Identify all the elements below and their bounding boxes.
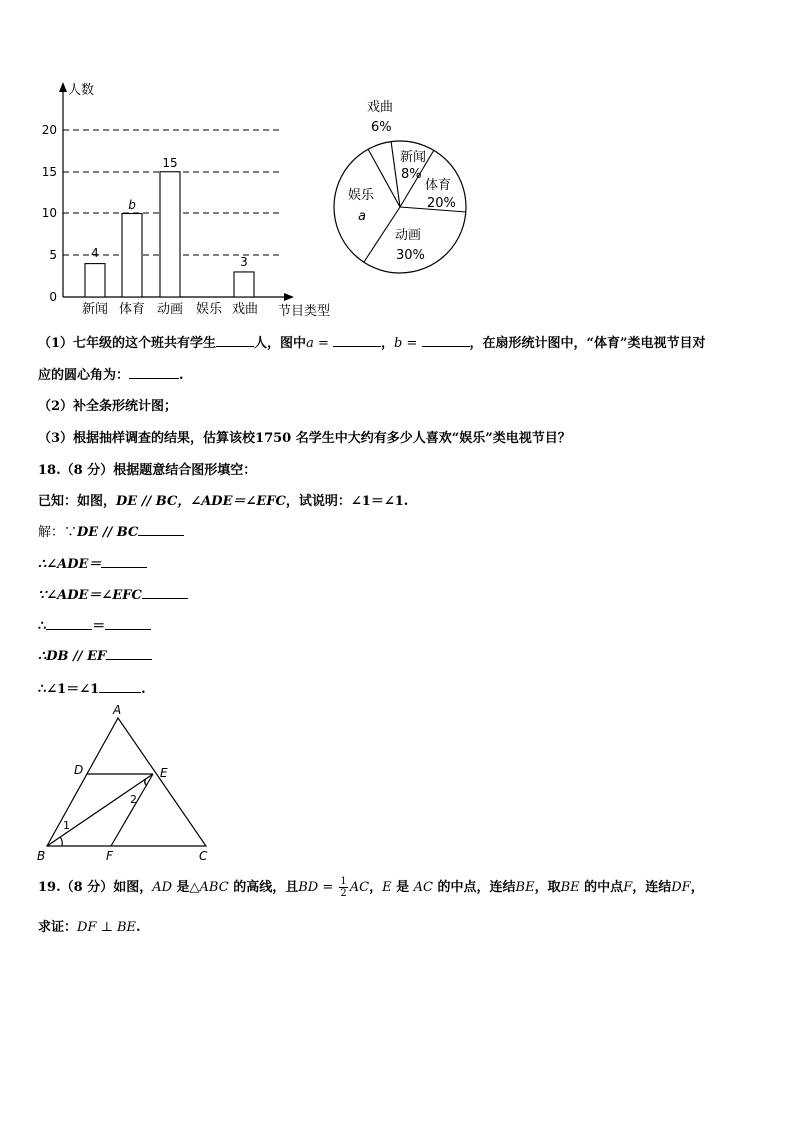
bar-chart	[30, 80, 350, 320]
pie-pct-xinwen: 8%	[401, 167, 422, 182]
segment-BE	[47, 774, 153, 846]
reason-blank-5[interactable]	[106, 647, 152, 660]
q17-part1-line1: （1）七年级的这个班共有学生 人，图中a = ，b = ，在扇形统计图中，“体育”类电视节目对	[38, 336, 706, 351]
q18-solution-step5: ∴DB // EF	[38, 647, 152, 664]
pie-pct-xiqu: 6%	[371, 120, 392, 135]
bar-label-tiyu: b	[128, 198, 136, 212]
q18-solution-step3: ∵∠ADE＝∠EFC	[38, 584, 188, 603]
category-xiqu: 戏曲	[231, 302, 259, 317]
answer-blank-b[interactable]	[422, 334, 470, 347]
bar-label-xinwen: 4	[91, 246, 99, 260]
q19-prove: 求证：DF ⊥ BE.	[38, 920, 141, 935]
angle-2-arc	[145, 779, 147, 786]
answer-blank-angle[interactable]	[129, 366, 179, 379]
angle-1-arc	[60, 837, 62, 846]
y-axis-label: 人数	[68, 83, 95, 98]
point-F: F	[106, 849, 113, 860]
pie-val-yule: a	[358, 209, 366, 224]
point-E: E	[160, 766, 168, 780]
pie-label-yule: 娱乐	[348, 188, 375, 203]
bar-donghua	[160, 172, 180, 297]
point-B: B	[37, 849, 46, 860]
bar-xiqu	[234, 272, 254, 297]
y-axis-arrow	[59, 82, 67, 92]
y-tick-0: 0	[49, 290, 57, 304]
point-A: A	[113, 703, 122, 717]
pie-chart	[325, 90, 495, 290]
q18-heading: 18.（8 分）根据题意结合图形填空：	[38, 463, 257, 478]
reason-blank-4b[interactable]	[105, 617, 151, 630]
reason-blank-1[interactable]	[138, 523, 184, 536]
q18-given: 已知：如图，DE // BC，∠ADE＝∠EFC，试说明：∠1＝∠1.	[38, 494, 409, 509]
reason-blank-4a[interactable]	[46, 617, 92, 630]
pie-label-xinwen: 新闻	[400, 150, 427, 165]
reason-blank-3[interactable]	[142, 586, 188, 599]
q17-part3: （3）根据抽样调查的结果，估算该校1750 名学生中大约有多少人喜欢“娱乐”类电视节目？	[38, 431, 571, 446]
point-C: C	[199, 849, 208, 860]
fraction-one-half: $\frac{1}{2}$	[340, 876, 347, 899]
q19-statement: 19.（8 分）如图，AD 是△ABC 的高线，且BD = $\frac{1}{2}$ AC，E 是 AC 的中点，连结BE，取BE 的中点F，连结DF，	[38, 876, 704, 899]
x-axis-arrow	[284, 293, 294, 301]
pie-label-tiyu: 体育	[425, 178, 452, 193]
triangle-figure	[30, 700, 230, 860]
angle-2-label: 2	[130, 793, 137, 806]
point-D: D	[74, 763, 84, 777]
x-axis-label: 节目类型	[278, 304, 331, 319]
triangle-ABC	[47, 718, 206, 846]
angle-1-label: 1	[63, 819, 70, 832]
reason-blank-2[interactable]	[101, 555, 147, 568]
bar-xinwen	[85, 264, 105, 297]
bar-label-donghua: 15	[162, 156, 178, 170]
y-tick-15: 15	[41, 165, 57, 179]
q18-solution-step4: ∴ ＝	[38, 615, 151, 634]
q18-solution-step6: ∴∠1＝∠1 .	[38, 682, 146, 697]
category-xinwen: 新闻	[81, 302, 109, 317]
answer-blank-total[interactable]	[216, 334, 254, 347]
pie-label-xiqu: 戏曲	[367, 100, 394, 115]
q18-solution-step1: 解：∵DE // BC	[38, 521, 184, 540]
q17-part1-line2: 应的圆心角为： .	[38, 368, 184, 383]
pie-pct-tiyu: 20%	[427, 196, 456, 211]
pie-pct-donghua: 30%	[396, 248, 425, 263]
y-tick-10: 10	[41, 206, 57, 220]
category-tiyu: 体育	[118, 302, 146, 317]
q18-solution-step2: ∴∠ADE＝	[38, 553, 147, 572]
bar-tiyu	[122, 214, 142, 298]
answer-blank-a[interactable]	[333, 334, 381, 347]
y-tick-20: 20	[41, 123, 57, 137]
bar-label-xiqu: 3	[240, 255, 248, 269]
category-yule: 娱乐	[195, 302, 223, 317]
y-tick-5: 5	[49, 248, 57, 262]
pie-label-donghua: 动画	[395, 228, 422, 243]
category-donghua: 动画	[156, 302, 184, 317]
reason-blank-6[interactable]	[99, 680, 141, 693]
q17-part2: （2）补全条形统计图；	[38, 399, 178, 414]
